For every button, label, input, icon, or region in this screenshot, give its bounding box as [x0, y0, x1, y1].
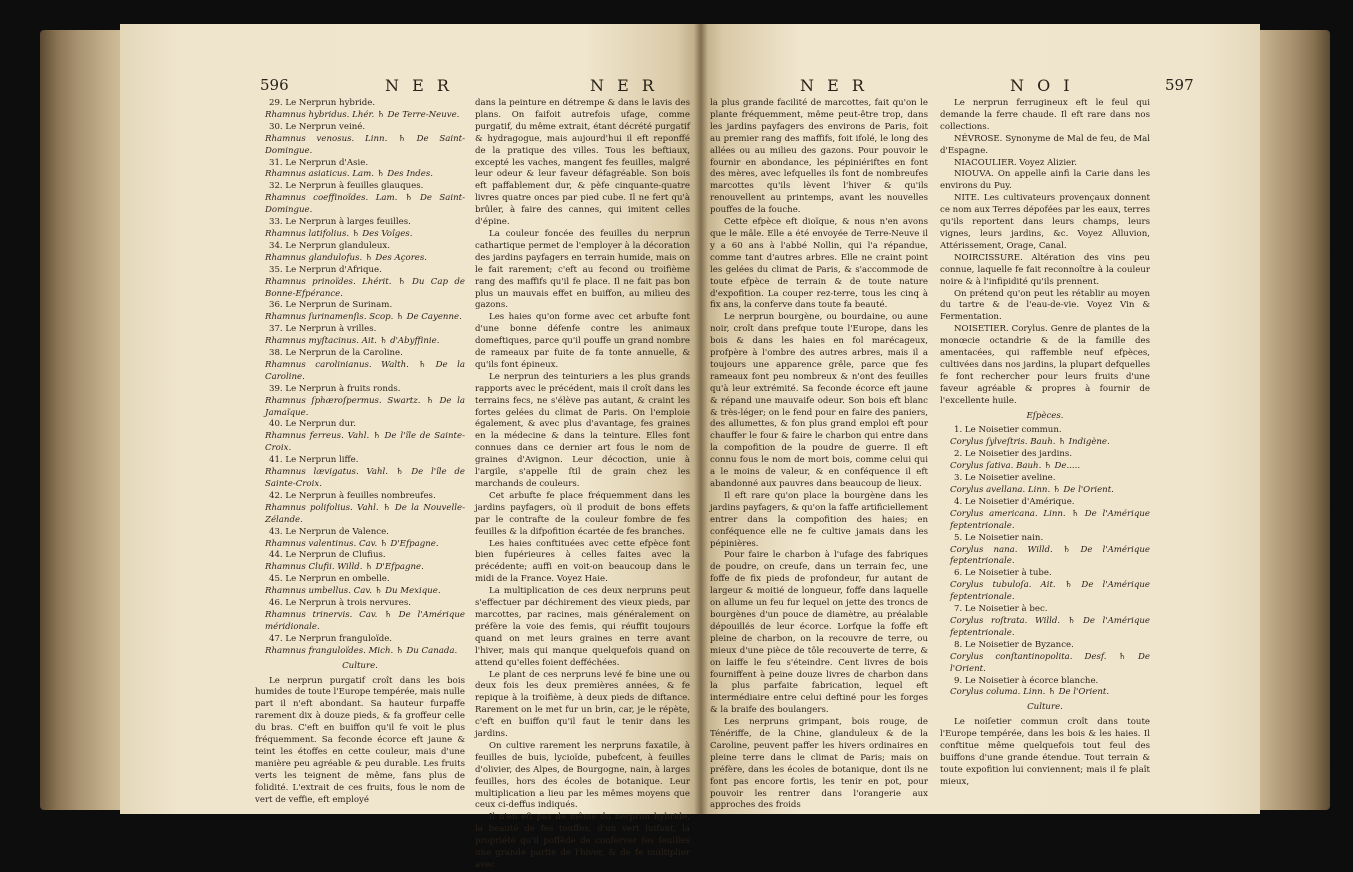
species-line: Rhamnus franguloïdes. Mich. ♄ Du Canada.	[265, 645, 458, 656]
species-line: Rhamnus polifolius. Vahl. ♄ De la Nouvelle-Zélande.	[265, 502, 465, 525]
species-line: Rhamnus lævigatus. Vahl. ♄ De l'île de Sainte-Croix.	[265, 467, 465, 489]
paragraph: Les nerpruns grimpant, bois rouge, de Ténériffe, de la Chine, glanduleux & de la Caroline, peuvent paffer les hivers ordinaires en pleine terre dans le climat de Paris; mais on préfère, dans les écoles de botanique, dont ils ne font pas encore fortis, les tenir en pot, pour pouvoir les rentrer dans l'orangerie aux approches des froids	[710, 717, 928, 811]
paragraph: 2. Le Noisetier des jardins.	[954, 449, 1073, 460]
text-column	[255, 98, 465, 806]
paragraph: 35. Le Nerprun d'Afrique.	[269, 264, 382, 275]
paragraph: Pour faire le charbon à l'ufage des fabriques de poudre, on creufe, dans un terrain fec, une foffe de fix pieds de profondeur, fur autant de largeur & moitié de longueur, foffe dans laquelle on allume un feu fur lequel on jette des troncs de bourgènes d'un pouce de diamètre, au préalable dépouillés de leur écorce. Lorfque la foffe eft pleine de charbon, on la recouvre de terre, ou mieux d'une pièce de tôle recouverte de terre, & on laiffe le feu s'éteindre. Cent livres de bois fourniffent à peine douze livres de charbon dans la plus parfaite fabrication, lequel eft intermédiaire entre celui deftiné pour les forges & la braife des boulangers.	[710, 550, 928, 716]
species-line: Corylus americana. Linn. ♄ De l'Amérique feptentrionale.	[950, 508, 1150, 531]
book-gutter	[694, 24, 708, 814]
paragraph: 41. Le Nerprun liffe.	[269, 455, 359, 466]
species-line: Rhamnus myſtacinus. Ait. ♄ d'Abyffinie.	[265, 336, 440, 347]
species-line: Rhamnus carolinianus. Walth. ♄ De la Caroline.	[265, 359, 465, 382]
paragraph: 7. Le Noisetier à bec.	[954, 604, 1048, 615]
species-line: Rhamnus Clufii. Willd. ♄ D'Efpagne.	[265, 562, 424, 573]
text-column	[710, 98, 928, 812]
section-heading: Culture.	[1027, 702, 1063, 713]
paragraph: La multiplication de ces deux nerpruns peut s'effectuer par déchirement des vieux pieds, par marcottes, par racines, mais généralement on préfère la voie des femis, qui réuffit toujours quand on met leurs graines en terre avant l'hiver, mais qui manque quelquefois quand on attend qu'elles foient defféchées.	[475, 586, 690, 668]
paragraph: Les haies qu'on forme avec cet arbufte font d'une bonne défenfe contre les animaux domeftiques, parce qu'il pouffe un grand nombre de rameaux par fuite de fa tonte annuelle, & qu'ils font épineux.	[475, 312, 690, 370]
running-header: N E R	[800, 76, 868, 95]
paragraph: 44. Le Nerprun de Clufius.	[269, 550, 386, 561]
paragraph: dans la peinture en détrempe & dans le lavis des plans. On faifoit autrefois ufage, comme purgatif, du même extrait, étant décrété purgatif & hydragogue, mais aujourd'hui il eft reponffé de la pratique des villes. Tous les beftiaux, excepté les vaches, mangent fes feuilles, malgré leur odeur & leur faveur défagréable. Son bois eft paffablement dur, & pèfe cinquante-quatre livres quatre onces par pied cube. Il ne fert qu'à brûler, à faire des cannes, qui imitent celles d'épine.	[475, 98, 690, 228]
paragraph: Le plant de ces nerpruns levé fe bine une ou deux fois les deux premières années, & fe repique à la troifième, à deux pieds de diftance. Rarement on le met fur un brin, car, je le répète, c'eft en buiffon qu'il faut le tenir dans les jardins.	[475, 669, 690, 740]
right-page	[700, 24, 1260, 814]
paragraph: On cultive rarement les nerpruns faxatile, à feuilles de buis, lycioïde, pubefcent, à feuilles d'olivier, des Alpes, de Bourgogne, nain, à larges feuilles, hors des écoles de botanique. Leur multiplication a lieu par les mêmes moyens que ceux ci-deffus indiqués.	[475, 740, 690, 811]
paragraph: la plus grande facilité de marcottes, fait qu'on le plante fréquemment, même peut-être trop, dans les jardins payfagers des environs de Paris, foit au premier rang des maffifs, foit ifolé, le long des allées ou au milieu des gazons. Pour pouvoir le fournir en abondance, les pépiniériftes en font des mères, avec lefquelles ils font de nombreufes marcottes qu'ils lèvent l'hiver & qu'ils renouvellent au printemps, avant les nouvelles pouffes de la fouche.	[710, 98, 928, 216]
species-line: Corylus ſativa. Bauh. ♄ De.....	[950, 461, 1081, 472]
paragraph: 46. Le Nerprun à trois nervures.	[269, 598, 411, 609]
paragraph: 34. Le Nerprun glanduleux.	[269, 240, 390, 251]
paragraph: La couleur foncée des feuilles du nerprun cathartique permet de l'employer à la décoration des jardins payfagers en terrain humide, mais on le fait rarement; c'eft au fecond ou troifième rang des maffifs qu'il fe place. Il ne fait pas bon plus un mauvais effet en buiffon, au milieu des gazons.	[475, 228, 690, 311]
left-page	[120, 24, 700, 870]
species-line: Rhamnus glandulofus. ♄ Des Açores.	[265, 252, 428, 263]
running-header: N O I	[1010, 76, 1074, 95]
paragraph: 31. Le Nerprun d'Asie.	[269, 157, 369, 168]
species-line: Corylus conſtantinopolita. Desf. ♄ De l'Orient.	[950, 651, 1150, 674]
paragraph: Cet arbufte fe place fréquemment dans les jardins payfagers, où il produit de bons effets par le contrafte de la couleur fombre de fes feuilles & la difpofition écartée de fes branches.	[475, 490, 690, 537]
text-column	[475, 98, 690, 872]
paragraph: 4. Le Noisetier d'Amérique.	[954, 496, 1075, 507]
paragraph: 43. Le Nerprun de Valence.	[269, 526, 389, 537]
species-line: Rhamnus valentinus. Cav. ♄ D'Efpagne.	[265, 538, 439, 549]
species-line: Rhamnus ferreus. Vahl. ♄ De l'île de Sainte-Croix.	[265, 431, 465, 454]
paragraph: NIOUVA. On appelle ainfi la Carie dans les environs du Puy.	[940, 169, 1150, 192]
species-line: Rhamnus coeffinoïdes. Lam. ♄ De Saint-Domingue.	[265, 193, 465, 216]
species-line: Rhamnus latifolius. ♄ Des Voîges.	[265, 228, 413, 239]
species-line: Rhamnus ſurinamenſis. Scop. ♄ De Cayenne.	[265, 312, 462, 323]
paragraph: NIACOULIER. Voyez Alizier.	[954, 157, 1078, 168]
paragraph: 30. Le Nerprun veiné.	[269, 121, 366, 132]
species-line: Rhamnus trinervis. Cav. ♄ De l'Amérique méridionale.	[265, 609, 465, 632]
paragraph: 39. Le Nerprun à fruits ronds.	[269, 383, 401, 394]
paragraph: Le noiſetier commun croît dans toute l'Europe tempérée, dans les bois & les haies. Il conftitue même quelquefois tout feul des buiffons d'une grande étendue. Tout terrain & toute expofition lui conviennent; mais il fe plaît mieux,	[940, 717, 1150, 787]
paragraph: 6. Le Noisetier à tube.	[954, 568, 1052, 579]
species-line: Corylus tubuloſa. Ait. ♄ De l'Amérique feptentrionale.	[950, 580, 1150, 603]
paragraph: 29. Le Nerprun hybride.	[269, 98, 376, 108]
paragraph: Cette efpèce eft dioïque, & nous n'en avons que le mâle. Elle a été envoyée de Terre-Neuve il y a 60 ans à l'abbé Nollin, qui l'a répandue, comme tant d'autres arbres. Elle ne craint point les gelées du climat de Paris, & s'accommode de toute efpèce de terrain & de toute nature d'expofition. La couper rez-terre, tous les cinq à fix ans, la conferve dans toute fa beauté.	[710, 217, 928, 311]
paragraph: 3. Le Noisetier aveline.	[954, 473, 1056, 484]
paragraph: 32. Le Nerprun à feuilles glauques.	[269, 181, 424, 192]
paragraph: 1. Le Noisetier commun.	[954, 425, 1062, 436]
species-line: Corylus roſtrata. Willd. ♄ De l'Amérique feptentrionale.	[950, 615, 1150, 638]
paragraph: Il eft rare qu'on place la bourgène dans les jardins payfagers, & qu'on la faffe artificiellement entrer dans la compofition des haies; en conféquence elle ne fe cultive jamais dans les pépinières.	[710, 490, 928, 549]
paragraph: Les haies conftituées avec cette efpèce font bien fupérieures à celles faites avec la précédente; auffi en voit-on beaucoup dans le midi de la France. Voyez Haie.	[475, 538, 690, 585]
paragraph: Le nerprun des teinturiers a les plus grands rapports avec le précédent, mais il croît dans les terrains fecs, ne s'élève pas autant, & craint les fortes gelées du climat de Paris. On l'emploie également, & avec plus d'avantage, fes graines en la médecine & dans la teinture. Elles font connues dans ce dernier art fous le nom de graines d'Avignon. Leur décoction, unie à l'argile, s'appelle ſtil de grain chez les marchands de couleurs.	[475, 371, 690, 489]
paragraph: 38. Le Nerprun de la Caroline.	[269, 348, 403, 359]
paragraph: 8. Le Noisetier de Byzance.	[954, 639, 1074, 650]
species-line: Rhamnus umbellus. Cav. ♄ Du Mexique.	[265, 586, 441, 597]
paragraph: NOIRCISSURE. Altération des vins peu connue, laquelle fe fait reconnoître à la couleur noire & à l'infipidité qu'ils prennent.	[940, 252, 1150, 287]
paragraph: On prétend qu'on peut les rétablir au moyen du tartre & de l'eau-de-vie. Voyez Vin & Fermentation.	[940, 288, 1150, 323]
paragraph: Le nerprun ferrugineux eft le feul qui demande la ferre chaude. Il eft rare dans nos collections.	[940, 98, 1150, 132]
species-line: Rhamnus asiaticus. Lam. ♄ Des Indes.	[265, 169, 433, 180]
paragraph: Il n'en eft pas de même du nerprun hybride, la beauté de fes touffes, d'un vert luifant, la propriété qu'il poffède de conferver fes feuilles une grande partie de l'hiver, & de fe multiplier avec	[475, 812, 690, 870]
page-number: 597	[1165, 76, 1194, 94]
species-line: Rhamnus ſphæroſpermus. Swartz. ♄ De la Jamaïque.	[265, 395, 465, 418]
paragraph: 36. Le Nerprun de Surinam.	[269, 300, 393, 311]
page-number: 596	[260, 76, 289, 94]
open-book	[40, 14, 1330, 870]
paragraph: 42. Le Nerprun à feuilles nombreufes.	[269, 490, 436, 501]
text-column	[940, 98, 1150, 789]
section-heading: Culture.	[342, 660, 378, 671]
paragraph: 5. Le Noisetier nain.	[954, 532, 1044, 543]
paragraph: Le nerprun purgatif croît dans les bois humides de toute l'Europe tempérée, mais nulle part il n'eft abondant. Sa hauteur furpaffe rarement dix à douze pieds, & fa groffeur celle du bras. C'eft en buiffon qu'il fe voit le plus fréquemment. Sa feconde écorce eft jaune & teint les étoffes en cette couleur, mais d'une manière peu agréable & peu durable. Les fruits verts les teignent de même, fans plus de folidité. L'extrait de ces fruits, fous le nom de vert de veffie, eft employé	[255, 675, 465, 805]
species-line: Rhamnus prinoïdes. Lhérit. ♄ Du Cap de Bonne-Efpérance.	[265, 276, 465, 299]
running-header: N E R	[590, 76, 658, 95]
species-line: Corylus ſylveſtris. Bauh. ♄ Indigène.	[950, 437, 1110, 448]
paragraph: 37. Le Nerprun à vrilles.	[269, 324, 377, 335]
species-line: Rhamnus venosus. Linn. ♄ De Saint-Domingue.	[265, 133, 465, 156]
paragraph: 47. Le Nerprun franguloïde.	[269, 633, 393, 644]
paragraph: NOISETIER. Corylus. Genre de plantes de la monœcie octandrie & de la famille des amentacées, qui raffemble neuf efpèces, cultivées dans nos jardins, la plupart defquelles fe font rechercher pour leurs fruits d'une faveur agréable & propres à fournir de l'excellente huile.	[940, 324, 1150, 406]
species-line: Corylus avellana. Linn. ♄ De l'Orient.	[950, 485, 1114, 495]
species-line: Corylus columa. Linn. ♄ De l'Orient.	[950, 687, 1110, 698]
paragraph: Le nerprun bourgène, ou bourdaine, ou aune noir, croît dans prefque toute l'Europe, dans les bois & dans les haies en fol marécageux, profpère à l'ombre des autres arbres, mais il a toujours une apparence grêle, parce que fes rameaux font peu nombreux & n'ont des feuilles qu'à leur extrémité. Sa feconde écorce eft jaune & répand une mauvaife odeur. Son bois eft blanc & très-léger; on le fend pour en faire des paniers, des allumettes, & fon plus grand emploi eft pour chauffer le four & faire le charbon qui entre dans la compofition de la poudre de guerre. Il eft connu fous le nom de mort bois, comme celui qui a le moins de valeur, & en conféquence il eft abandonné aux pauvres dans beaucoup de lieux.	[710, 312, 928, 489]
paragraph: NITE. Les cultivateurs provençaux donnent ce nom aux Terres dépofées par les eaux, terres qu'ils reportent dans leurs champs, leurs vignes, leurs jardins, &c. Voyez Alluvion, Attérissement, Orage, Canal.	[940, 193, 1150, 251]
paragraph: 9. Le Noisetier à écorce blanche.	[954, 675, 1099, 686]
paragraph: 45. Le Nerprun en ombelle.	[269, 574, 390, 585]
paragraph: 33. Le Nerprun à larges feuilles.	[269, 217, 411, 228]
paragraph: 40. Le Nerprun dur.	[269, 419, 356, 430]
running-header: N E R	[385, 76, 453, 95]
paragraph: NÉVROSE. Synonyme de Mal de feu, de Mal d'Espagne.	[940, 133, 1150, 156]
species-line: Corylus nana. Willd. ♄ De l'Amérique feptentrionale.	[950, 544, 1150, 567]
species-line: Rhamnus hybridus. Lhér. ♄ De Terre-Neuve.	[265, 109, 460, 120]
section-heading: Eſpèces.	[1026, 410, 1064, 421]
